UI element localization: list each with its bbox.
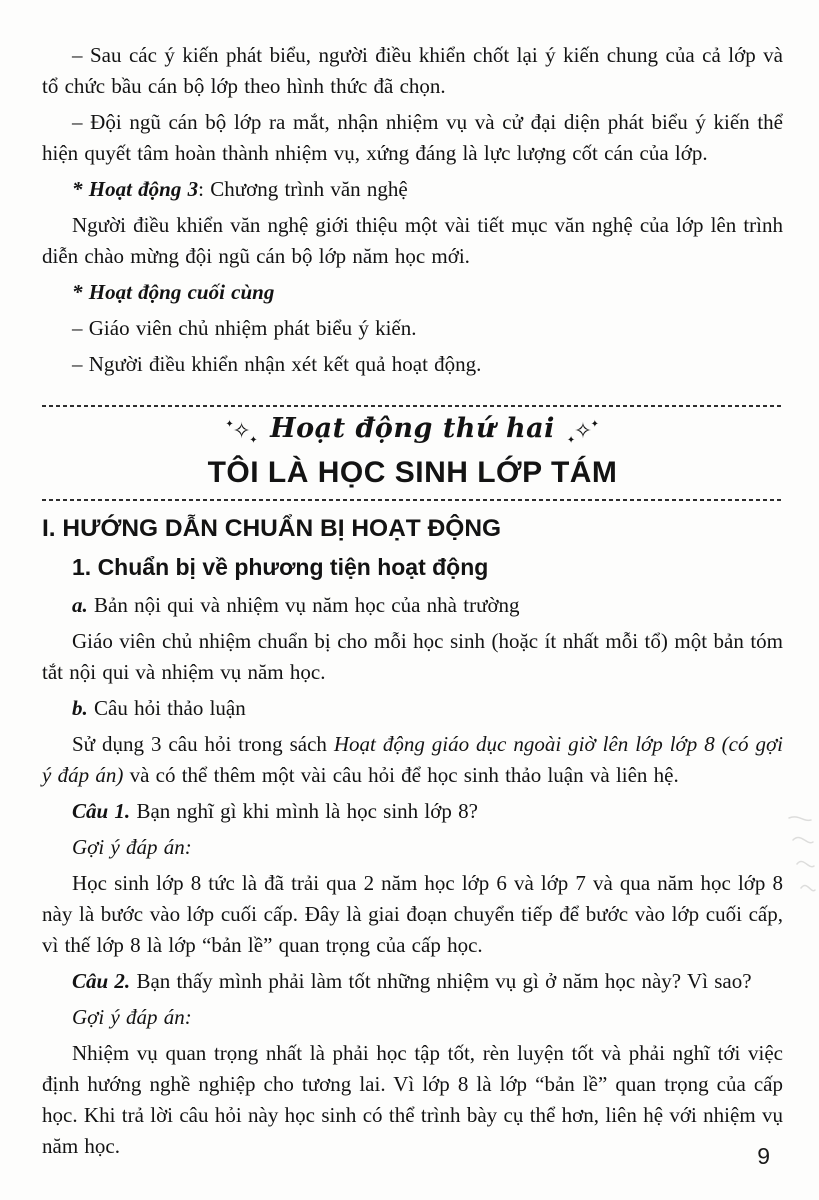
paragraph: [42, 590, 783, 621]
text-run: và có thể thêm một vài câu hỏi để học sinh thảo luận và liên hệ.: [123, 763, 679, 787]
dashed-divider-bottom: [42, 499, 783, 501]
section-subheading: 1. Chuẩn bị về phương tiện hoạt động: [72, 554, 489, 580]
text-run: Câu 2.: [72, 969, 131, 993]
text-run: Câu hỏi thảo luận: [87, 696, 246, 720]
paragraph: [42, 868, 783, 961]
section-paragraphs: [42, 590, 783, 1162]
text-run: Nhiệm vụ quan trọng nhất là phải học tập tốt, rèn luyện tốt và phải nghĩ tới việc định hướng nghề nghiệp cho tương lai. Vì lớp 8 là lớp “bản lề” quan trọng của cấp học. Khi trả lời câu hỏi này học sinh có thể trình bày cụ thể hơn, liên hệ với nhiệm vụ năm học.: [42, 1041, 783, 1158]
sparkle-left-icon: [223, 411, 260, 453]
sparkle-right-icon: [565, 411, 602, 453]
text-run: – Người điều khiển nhận xét kết quả hoạt động.: [72, 352, 482, 376]
text-run: * Hoạt động 3: [72, 177, 199, 201]
text-run: * Hoạt động cuối cùng: [72, 280, 275, 304]
paragraph: [42, 174, 783, 205]
sparkle-big-icon: ✧: [232, 419, 252, 444]
text-run: a.: [72, 593, 88, 617]
activity-script-title-row: [42, 411, 783, 453]
paragraph: [42, 966, 783, 997]
paragraph: [42, 107, 783, 169]
paragraph: [42, 693, 783, 724]
text-run: Giáo viên chủ nhiệm chuẩn bị cho mỗi học sinh (hoặc ít nhất mỗi tổ) một bản tóm tắt nội qui và nhiệm vụ năm học.: [42, 629, 783, 684]
text-run: – Giáo viên chủ nhiệm phát biểu ý kiến.: [72, 316, 417, 340]
paragraph: [42, 832, 783, 863]
text-run: Bạn nghĩ gì khi mình là học sinh lớp 8?: [130, 799, 478, 823]
text-run: Người điều khiển văn nghệ giới thiệu một vài tiết mục văn nghệ của lớp lên trình diễn chào mừng đội ngũ cán bộ lớp năm học mới.: [42, 213, 783, 268]
text-run: Học sinh lớp 8 tức là đã trải qua 2 năm học lớp 6 và lớp 7 và qua năm học lớp 8 này là bước vào lớp cuối cấp. Đây là giai đoạn chuyển tiếp để bước vào lớp cuối cấp, vì thế lớp 8 là lớp “bản lề” quan trọng của cấp học.: [42, 871, 783, 957]
text-run: b.: [72, 696, 88, 720]
text-run: Hoạt động giáo dục ngoài giờ lên lớp lớp 8 (có gợi ý đáp án): [42, 732, 783, 787]
paragraph: [42, 40, 783, 102]
section-heading: I. HƯỚNG DẪN CHUẨN BỊ HOẠT ĐỘNG: [42, 515, 502, 542]
text-run: Gợi ý đáp án:: [72, 1005, 192, 1029]
paragraph: [42, 349, 783, 380]
paragraph: [42, 796, 783, 827]
sparkle-small-icon: ✦: [566, 435, 576, 446]
text-run: – Đội ngũ cán bộ lớp ra mắt, nhận nhiệm vụ và cử đại diện phát biểu ý kiến thể hiện quyết tâm hoàn thành nhiệm vụ, xứng đáng là lực lượng cốt cán của lớp.: [42, 110, 783, 165]
page-number: 9: [757, 1143, 770, 1169]
top-paragraphs: [42, 40, 783, 380]
paragraph: [42, 1038, 783, 1162]
paragraph: [42, 626, 783, 688]
text-run: Câu 1.: [72, 799, 131, 823]
sparkle-small-icon: ✦: [590, 419, 600, 430]
paragraph: [42, 210, 783, 272]
activity-main-title: TÔI LÀ HỌC SINH LỚP TÁM: [207, 456, 618, 489]
sparkle-small-icon: ✦: [249, 435, 259, 446]
scan-artifact: [783, 812, 817, 902]
sparkle-big-icon: ✧: [573, 419, 593, 444]
text-run: Gợi ý đáp án:: [72, 835, 192, 859]
text-run: Sử dụng 3 câu hỏi trong sách: [72, 732, 334, 756]
paragraph: [42, 1002, 783, 1033]
text-run: Bản nội qui và nhiệm vụ năm học của nhà trường: [87, 593, 520, 617]
sparkle-small-icon: ✦: [225, 419, 235, 430]
paragraph: [42, 277, 783, 308]
activity-script-title: Hoạt động thứ hai: [270, 413, 555, 444]
text-run: Bạn thấy mình phải làm tốt những nhiệm vụ gì ở năm học này? Vì sao?: [130, 969, 752, 993]
page-content: [42, 40, 783, 1167]
dashed-divider-top: [42, 405, 783, 407]
activity-divider: [42, 405, 783, 501]
paragraph: [42, 313, 783, 344]
paragraph: [42, 729, 783, 791]
text-run: – Sau các ý kiến phát biểu, người điều khiển chốt lại ý kiến chung của cả lớp và tổ chức bầu cán bộ lớp theo hình thức đã chọn.: [42, 43, 783, 98]
text-run: : Chương trình văn nghệ: [198, 177, 408, 201]
